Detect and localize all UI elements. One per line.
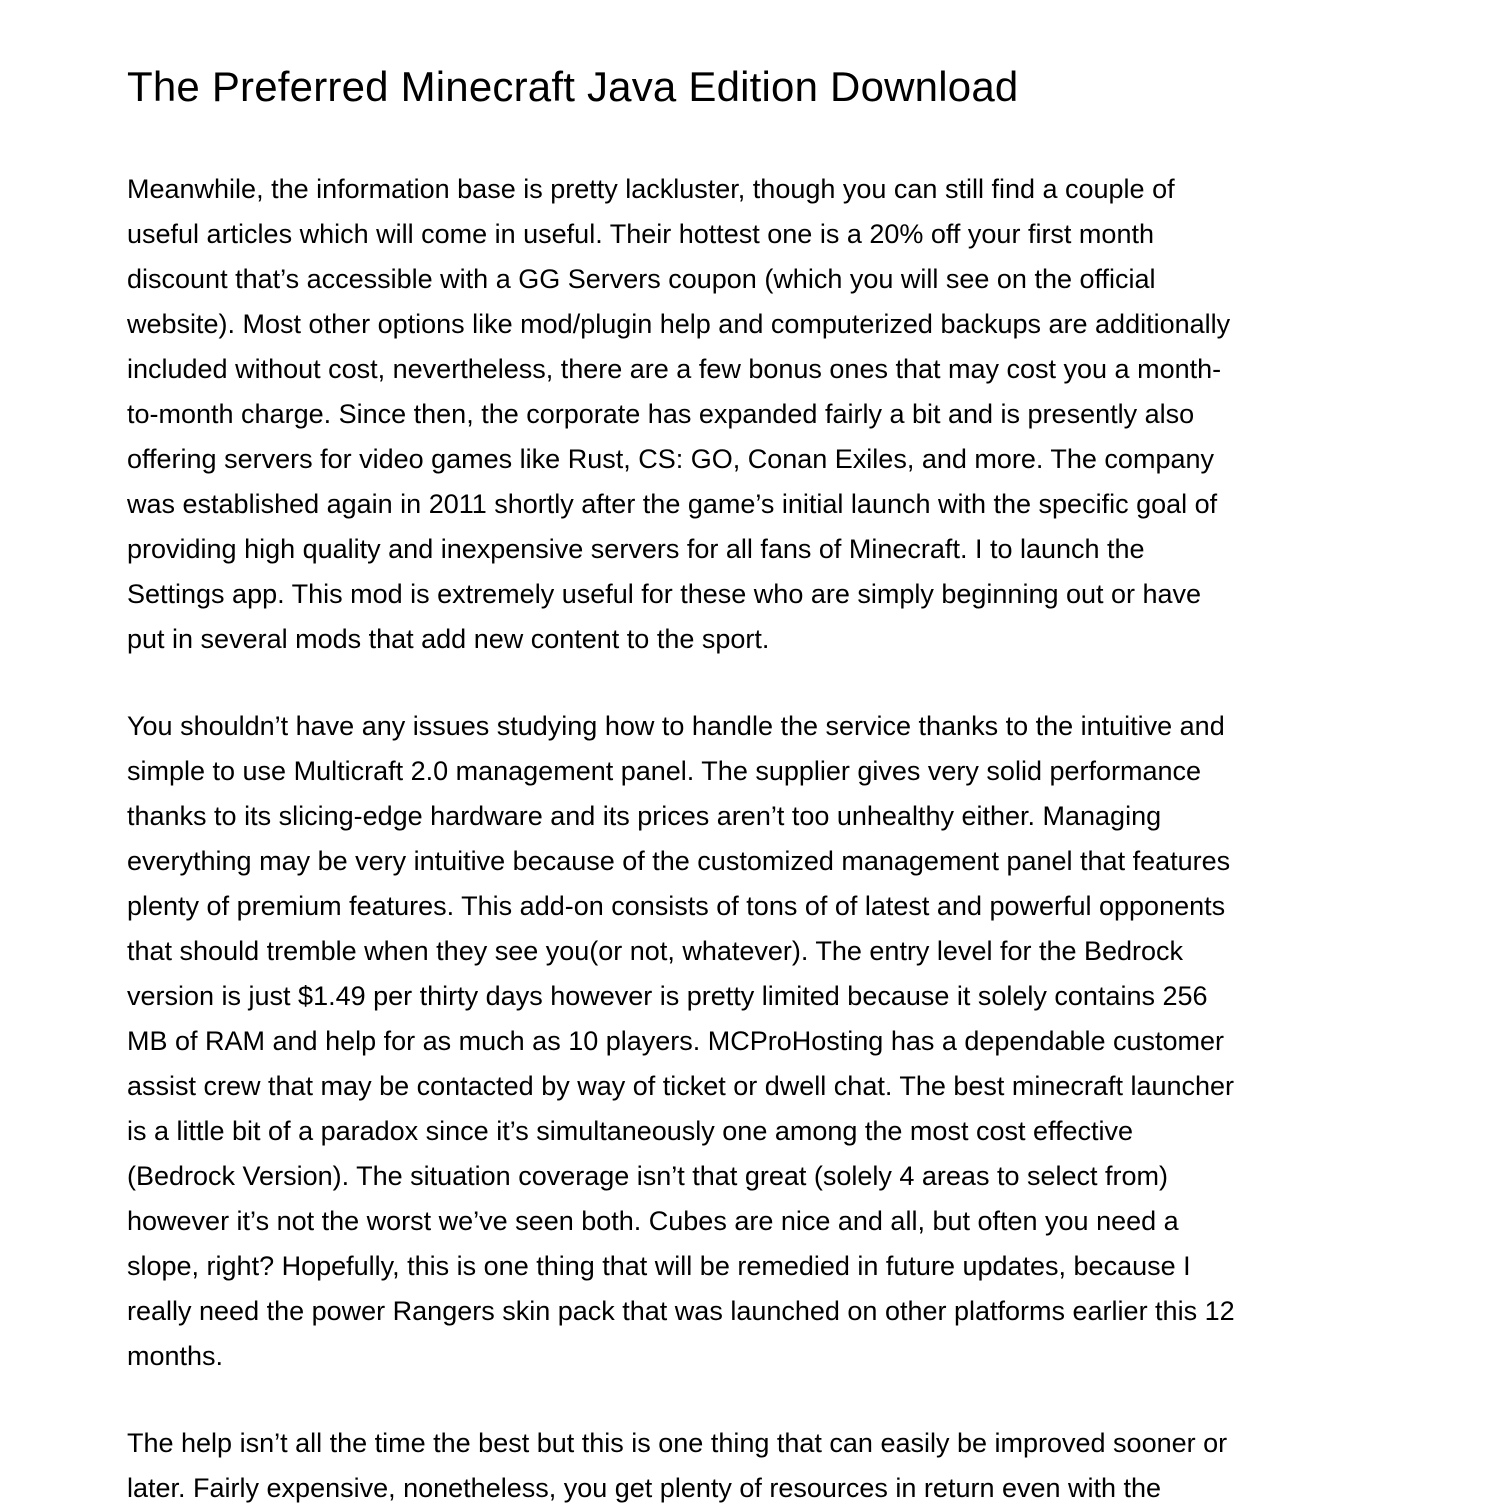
- text-line: discount that’s accessible with a GG Servers coupon (which you will see on the official: [127, 264, 1156, 294]
- text-line: useful articles which will come in useful. Their hottest one is a 20% off your first month: [127, 219, 1154, 249]
- text-line: thanks to its slicing-edge hardware and its prices aren’t too unhealthy either. Managing: [127, 801, 1162, 831]
- text-line: plenty of premium features. This add-on consists of tons of of latest and powerful opponents: [127, 891, 1226, 921]
- text-line: everything may be very intuitive because of the customized management panel that features: [127, 846, 1231, 876]
- text-line: Settings app. This mod is extremely useful for these who are simply beginning out or have: [127, 579, 1202, 609]
- paragraph-2: [127, 704, 1373, 1379]
- text-line: simple to use Multicraft 2.0 management panel. The supplier gives very solid performance: [127, 756, 1202, 786]
- text-line: (Bedrock Version). The situation coverage isn’t that great (solely 4 areas to select from): [127, 1161, 1168, 1191]
- text-line: is a little bit of a paradox since it’s simultaneously one among the most cost effective: [127, 1116, 1134, 1146]
- text-line: to-month charge. Since then, the corporate has expanded fairly a bit and is presently also: [127, 399, 1195, 429]
- text-line: however it’s not the worst we’ve seen both. Cubes are nice and all, but often you need a: [127, 1206, 1179, 1236]
- text-line: later. Fairly expensive, nonetheless, you get plenty of resources in return even with the: [127, 1473, 1162, 1503]
- text-line: months.: [127, 1341, 224, 1371]
- text-line: included without cost, nevertheless, there are a few bonus ones that may cost you a month-: [127, 354, 1222, 384]
- paragraph-1: [127, 167, 1373, 662]
- text-line: MB of RAM and help for as much as 10 players. MCProHosting has a dependable customer: [127, 1026, 1225, 1056]
- text-line: You shouldn’t have any issues studying how to handle the service thanks to the intuitive and: [127, 711, 1225, 741]
- text-line: that should tremble when they see you(or not, whatever). The entry level for the Bedrock: [127, 936, 1184, 966]
- text-line: assist crew that may be contacted by way of ticket or dwell chat. The best minecraft launcher: [127, 1071, 1235, 1101]
- text-line: version is just $1.49 per thirty days however is pretty limited because it solely contains 256: [127, 981, 1208, 1011]
- text-line: The help isn’t all the time the best but this is one thing that can easily be improved sooner or: [127, 1428, 1228, 1458]
- text-line: offering servers for video games like Rust, CS: GO, Conan Exiles, and more. The company: [127, 444, 1214, 474]
- text-line: website). Most other options like mod/plugin help and computerized backups are additionally: [127, 309, 1231, 339]
- text-line: providing high quality and inexpensive servers for all fans of Minecraft. I to launch the: [127, 534, 1145, 564]
- paragraph-3: [127, 1421, 1373, 1511]
- text-line: slope, right? Hopefully, this is one thing that will be remedied in future updates, because I: [127, 1251, 1191, 1281]
- text-line: put in several mods that add new content to the sport.: [127, 624, 770, 654]
- text-line: really need the power Rangers skin pack that was launched on other platforms earlier this 12: [127, 1296, 1235, 1326]
- page-title: The Preferred Minecraft Java Edition Download: [127, 63, 1019, 110]
- text-line: was established again in 2011 shortly after the game’s initial launch with the specific goal of: [127, 489, 1218, 519]
- text-line: Meanwhile, the information base is pretty lackluster, though you can still find a couple of: [127, 174, 1175, 204]
